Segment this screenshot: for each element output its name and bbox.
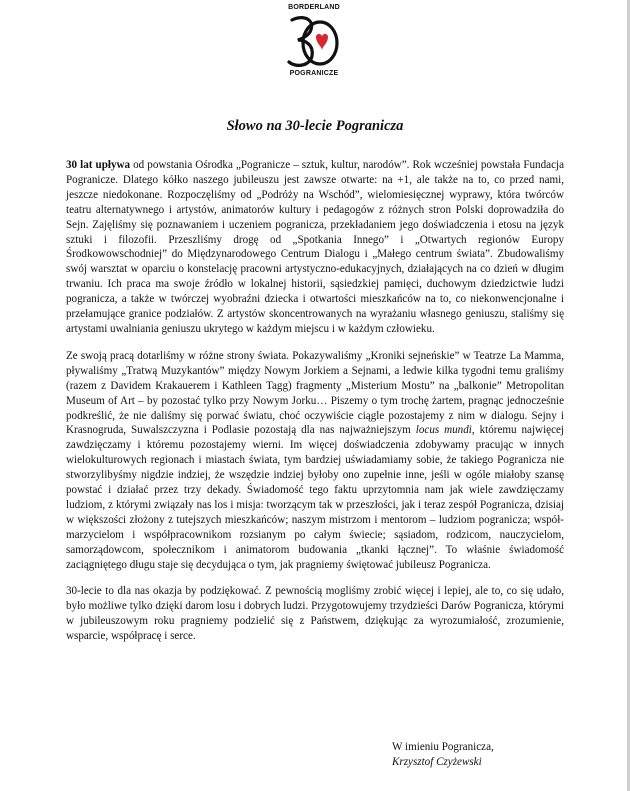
paragraph-lead: 30 lat upływa [66,159,131,171]
logo-top-text: BORDERLAND [288,4,340,11]
paragraph-1 [66,158,564,337]
document-title: Słowo na 30-lecie Pogranicza [226,118,404,134]
paragraph-text: 30-lecie to dla nas okazja by podziękować. Z pewnością mogliśmy zrobić więcej i lepiej, ale to, co się udało, było możliwe tylko dzięki darom losu i dobrych ludzi. Przygotowujemy trzydzieści Darów Pogranicza, którymi w jubileuszowym roku pragniemy podzielić się z Państwem, dziękując za wyrozumiałość, zrozumienie, wsparcie, współpracę i serce. [66,585,564,643]
paragraph-text-part1: Ze swoją pracą dotarliśmy w różne strony świata. Pokazywaliśmy „Kroniki sejneńskie” w Teatrze La Mamma, pływaliśmy „Tratwą Muzykantów” między Nowym Jorkiem a Sejnami, a ledwie kilka tygodni temu graliśmy (razem z Davidem Krakauerem i Kathleen Tagg) fragmenty „Misterium Mostu” na „balkonie” Metropolitan Museum of Art – by pozostać tylko przy Nowym Jorku… Piszemy o tym trochę żartem, pragnąc jednocześnie podkreślić, że nie daliśmy się porwać światu, choć oczywiście ciągle pozostajemy z nim w dialogu. Sejny i Krasnogruda, Suwalszczyzna i Podlasie pozostają dla nas najważniejszym [66,349,564,437]
logo-30-icon [286,12,342,70]
paragraph-3 [66,584,564,644]
signature-name: Krzysztof Czyżewski [392,756,482,768]
signature-line: W imieniu Pogranicza, [392,741,494,753]
paragraph-italic-phrase: locus mundi [415,424,472,437]
paragraph-2 [66,349,564,573]
signature-block [392,740,494,770]
logo-bottom-text: POGRANICZE [289,70,339,77]
paragraph-text: od powstania Ośrodka „Pogranicze – sztuk, kultur, narodów”. Rok wcześniej powstała Fundacja Pogranicze. Dlatego kółko naszego jubileuszu jest zawsze otwarte: na +1, ale także na to, co przed nami, jeszcze niedokonane. Rozpoczęliśmy od „Podróży na Wschód”, wielomiesięcznej wyprawy, która twórców teatru alternatywnego i artystów, animatorów kultury i pedagogów z różnych stron Polski doprowadziła do Sejn. Zajęliśmy się poznawaniem i uczeniem pogranicza, przekładaniem jego doświadczenia i etosu na język sztuki i filozofii. Przeszliśmy drogę od „Spotkania Innego” i „Otwartych regionów Europy Środkowowschodniej” do Międzynarodowego Centrum Dialogu i „Małego centrum świata”. Zbudowaliśmy swój warsztat w oparciu o konstelację pracowni artystyczno-edukacyjnych, działających na co dzień w długim trwaniu. Ich praca ma swoje źródło w lokalnej historii, sąsiedzkiej pamięci, duchowym dziedzictwie ludzi pogranicza, a także w twórczej wyobraźni dziecka i otwartości mieszkańców na to, co niekonwencjonalne i przełamujące granice podziałów. Z artystów skoncentrowanych na wyrażaniu własnego geniuszu, staliśmy się artystami uwalniania geniuszu ukrytego w każdym miejscu i w każdym człowieku. [66,159,564,335]
borderland-logo [274,0,354,82]
document-body [66,158,564,656]
paragraph-text-part2: , któremu najwięcej zawdzięczamy i któremu pozostajemy wierni. Im więcej doświadczenia zdobywamy pracując w innych wielokulturowych regionach i miastach świata, tym bardziej uświadamiamy sobie, że takiego Pogranicza nie stworzylibyśmy nigdzie indziej, że wszędzie indziej byłoby ono zupełnie inne, jeśli w ogóle miałoby szansę powstać i działać przez trzy dekady. Świadomość tego faktu uprzytomnia nam jak wiele zawdzięczamy ludziom, z którymi związały nas los i misja: tworzącym tak w przeszłości, jak i teraz zespół Pogranicza, dzisiaj w większości złożony z tutejszych mieszkańców; naszym mistrzom i mentorom – ludziom pogranicza; współ-marzycielom i współpracownikom rozsianym po całym świecie; sąsiadom, rodzicom, nauczycielom, samorządowcom, społecznikom i animatorom budowania „tkanki łącznej”. To właśnie świadomość zaciągniętego długu staje się decydująca o tym, jak pragniemy świętować jubileusz Pogranicza. [66,424,565,571]
